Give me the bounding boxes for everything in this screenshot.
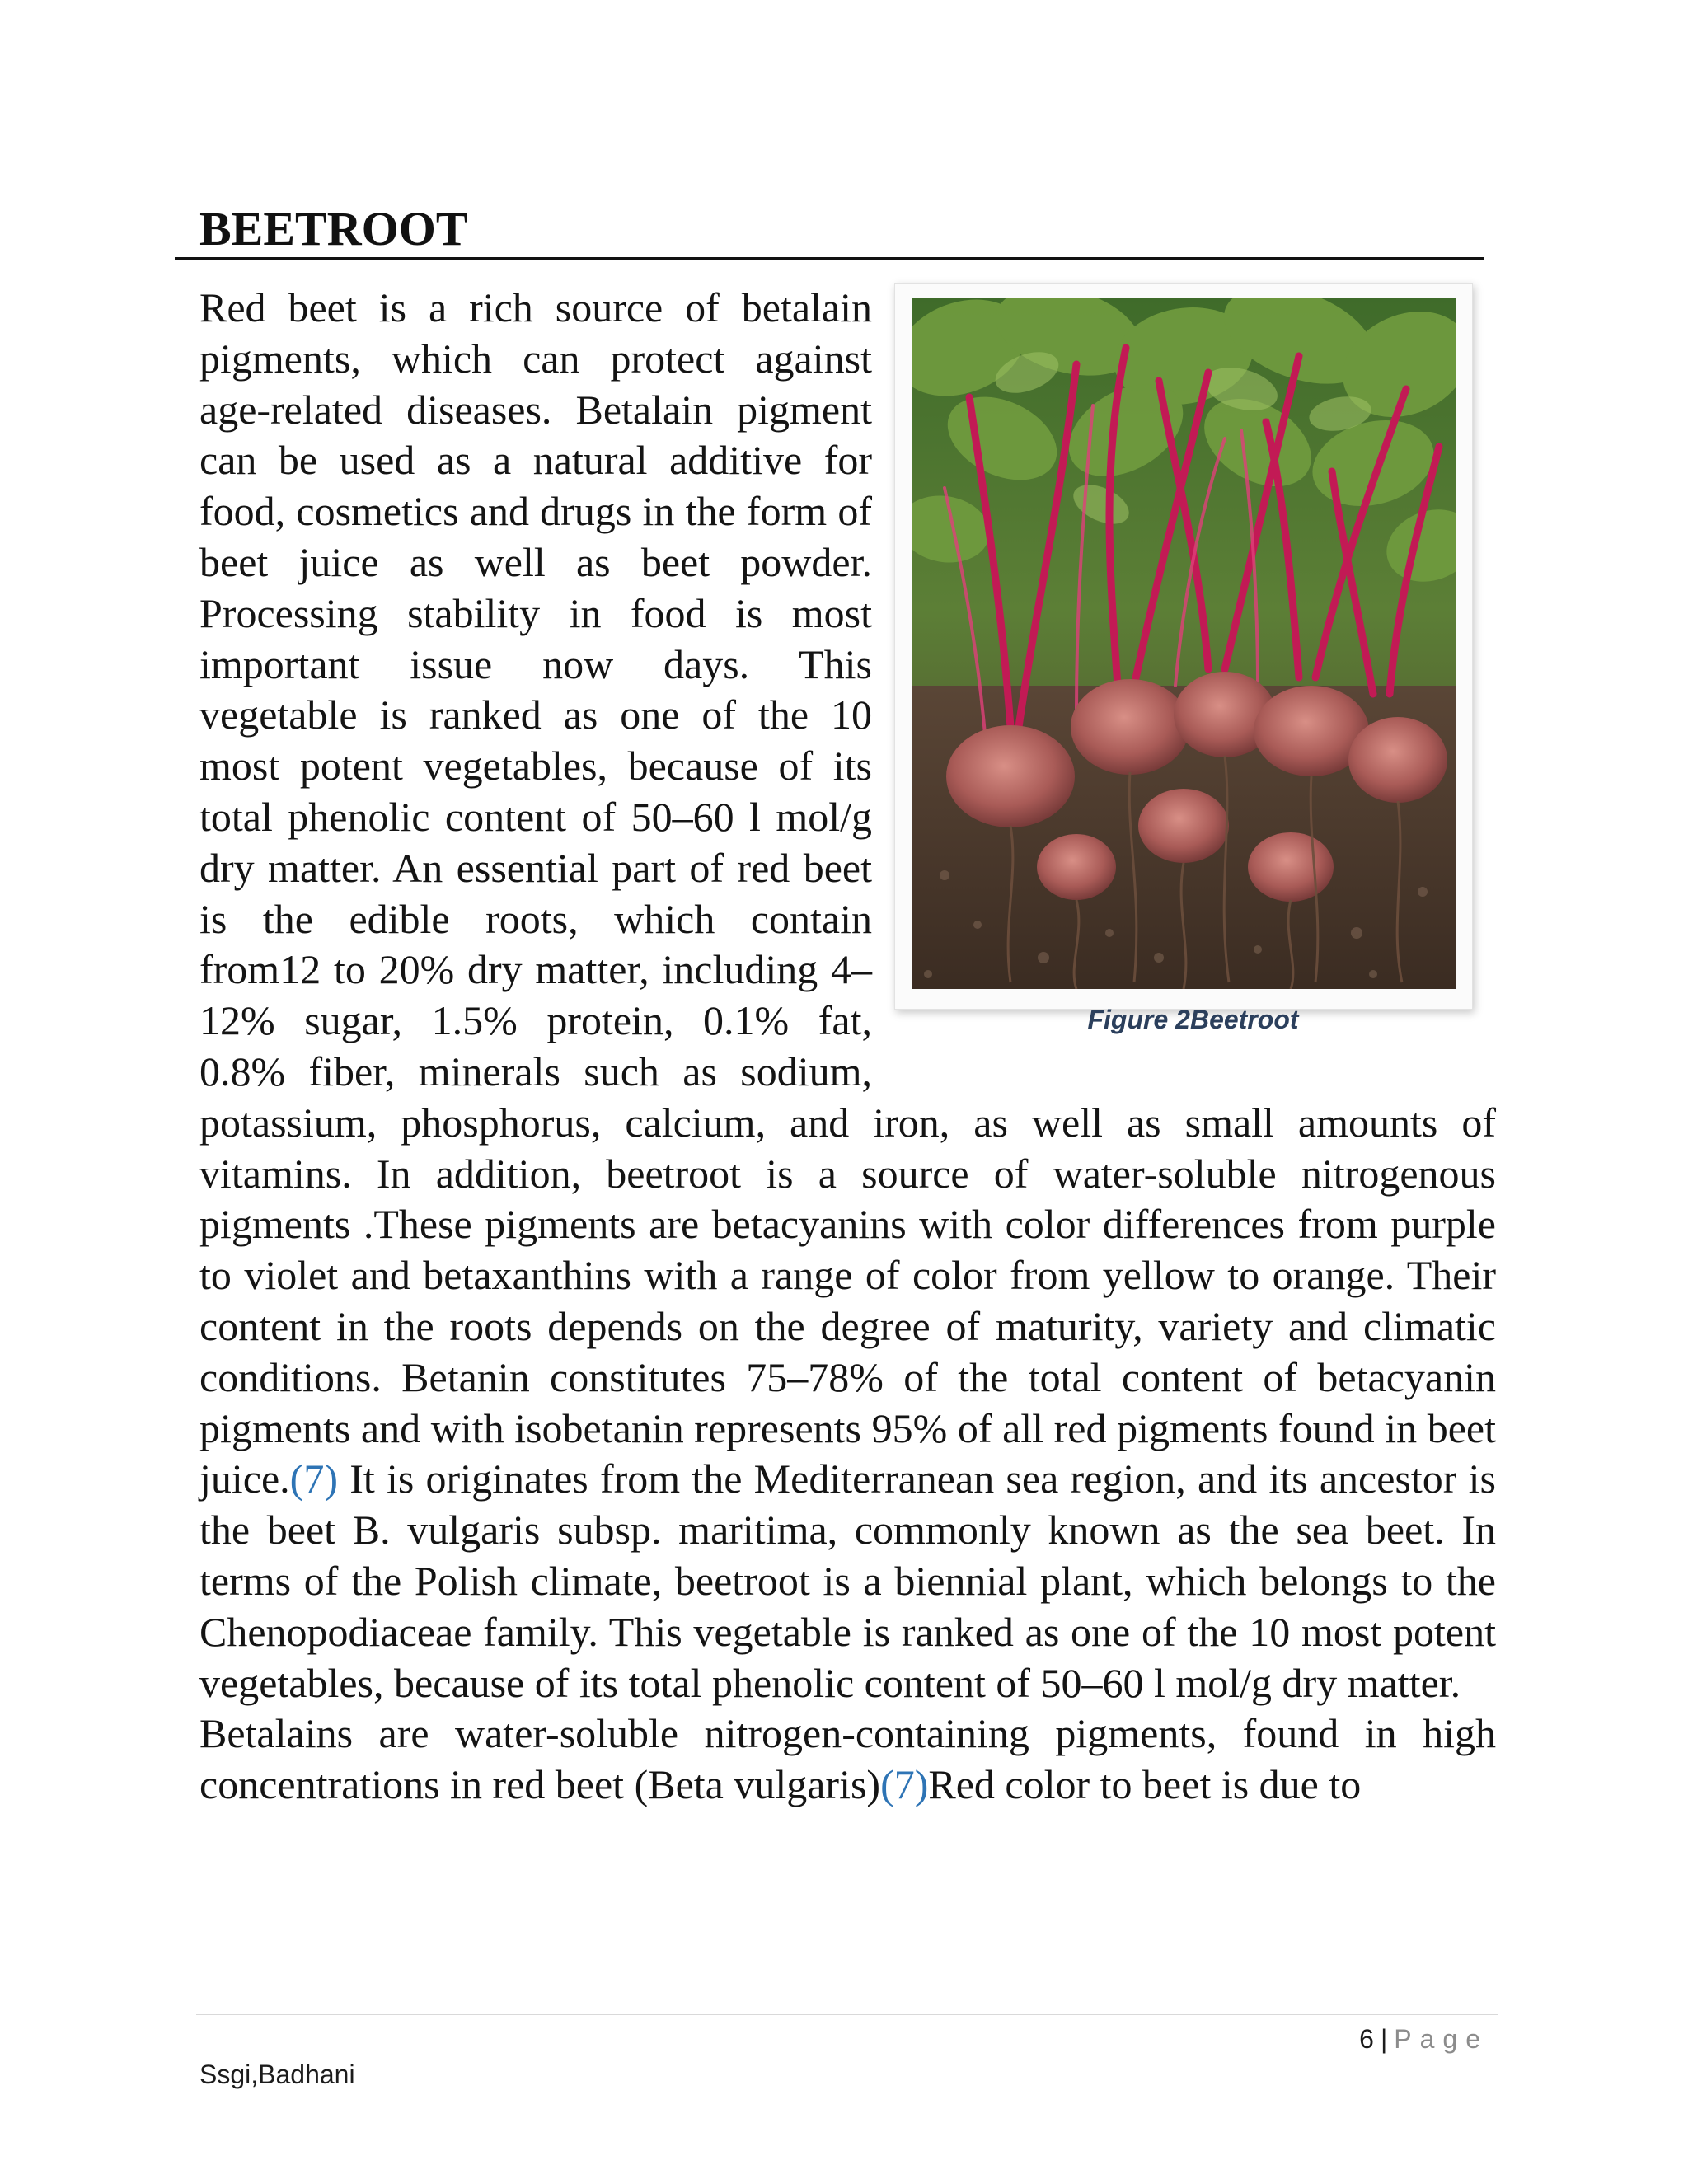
paragraph-1-text-a: Red beet is a rich source of betalain pigments, which can protect against age-related diseases. Betalain pigment can be used as a natural additive for food, cosmetics and drugs in the form of beet juice as well as beet powder. Processing stability in food is most important issue now days. This vegetable is ranked as one of the 10 most potent vegetables, because of its total phenolic content of 50–60 l mol/g dry matter. An essential part of red beet is the edible roots, which contain from12 to 20% dry matter, including 4–12% sugar, 1.5% protein, 0.1% fat, 0.8% fiber, minerals such as sodium, potassium, phosphorus, calcium, and iron, as well as small amounts of vitamins. In addition, beetroot is a source of water-soluble nitrogenous pigments .These pigments are betacyanins with color differences from purple to violet and betaxanthins with a range of color from yellow to orange. Their content in the roots depends on the degree of maturity, variety and climatic conditions. Betanin constitutes 75–78% of the total content of betacyanin pigments and with isobetanin represents 95% of all red pigments found in beet juice. [199,284,1496,1502]
paragraph-2-text-b: Red color to beet is due to [928,1761,1362,1808]
page-number-value: 6 [1359,2024,1374,2054]
beetroot-figure [890,283,1496,1074]
paragraph-2 [199,1708,1496,1811]
section-heading: BEETROOT [199,202,468,255]
beetroot-illustration [912,298,1456,989]
page-label: Page [1394,2024,1489,2054]
citation-link[interactable]: (7) [289,1455,338,1502]
page-number [1359,2019,1489,2059]
footer-institution: Ssgi,Badhani [199,2060,355,2089]
article-body [199,283,1496,1811]
citation-link[interactable]: (7) [880,1761,929,1808]
footer-divider [196,2014,1498,2015]
photo-frame [894,283,1473,1010]
figure-caption: Figure 2Beetroot [1087,1005,1299,1034]
page-number-separator: | [1380,2024,1388,2054]
paragraph-2-text-a: Betalains are water-soluble nitrogen-containing pigments, found in high concentrations in red beet (Beta vulgaris) [199,1710,1496,1808]
paragraph-1-text-b: It is originates from the Mediterranean sea region, and its ancestor is the beet B. vulgaris subsp. maritima, commonly known as the sea beet. In terms of the Polish climate, beetroot is a biennial plant, which belongs to the Chenopodiaceae family. This vegetable is ranked as one of the 10 most potent vegetables, because of its total phenolic content of 50–60 l mol/g dry matter. [199,1455,1496,1706]
beetroot-photo [912,298,1456,989]
heading-underline [175,257,1484,260]
